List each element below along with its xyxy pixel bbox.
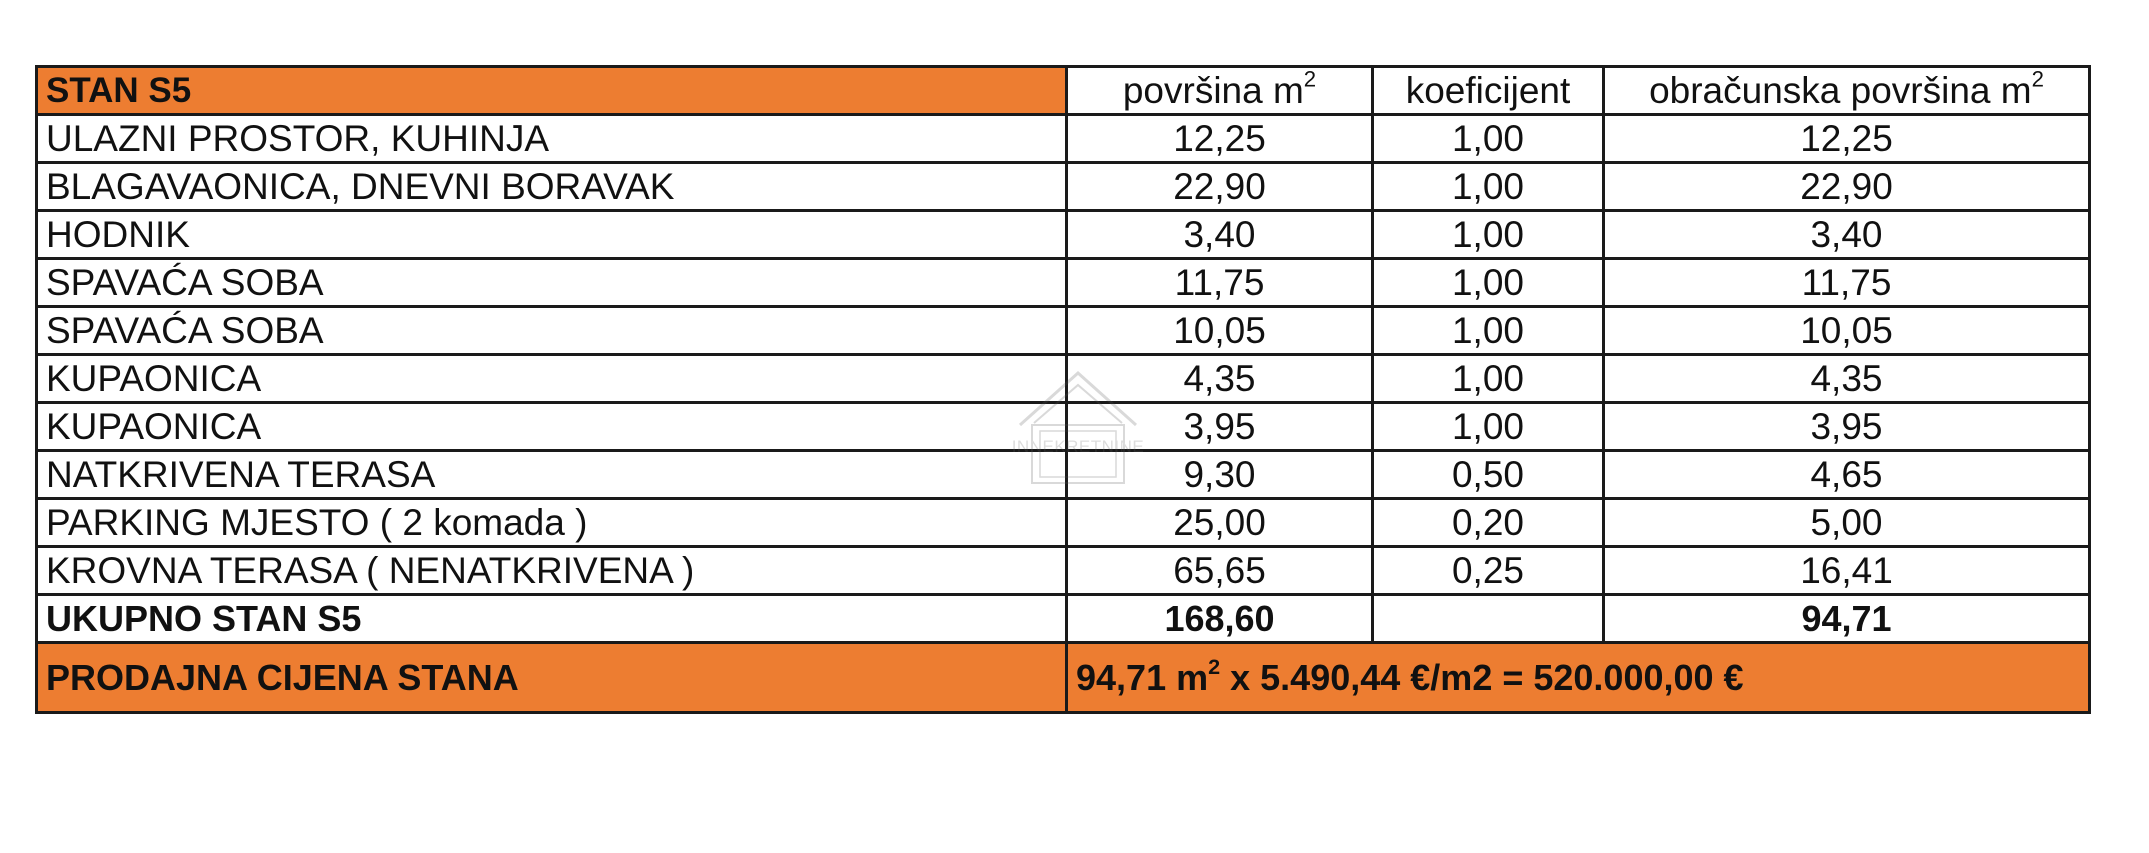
room-calculated-area: 10,05	[1604, 307, 2090, 355]
room-name: PARKING MJESTO ( 2 komada )	[37, 499, 1067, 547]
room-area: 3,95	[1067, 403, 1373, 451]
room-name: ULAZNI PROSTOR, KUHINJA	[37, 115, 1067, 163]
room-coefficient: 1,00	[1373, 403, 1604, 451]
total-coefficient-empty	[1373, 595, 1604, 643]
room-calculated-area: 11,75	[1604, 259, 2090, 307]
room-area: 11,75	[1067, 259, 1373, 307]
watermark-text: INNEKRETNINE	[1011, 437, 1145, 456]
room-name: KUPAONICA	[37, 403, 1067, 451]
room-calculated-area: 5,00	[1604, 499, 2090, 547]
room-calculated-area: 16,41	[1604, 547, 2090, 595]
room-name: NATKRIVENA TERASA	[37, 451, 1067, 499]
room-name: SPAVAĆA SOBA	[37, 259, 1067, 307]
room-coefficient: 0,20	[1373, 499, 1604, 547]
room-coefficient: 1,00	[1373, 163, 1604, 211]
room-name: SPAVAĆA SOBA	[37, 307, 1067, 355]
room-calculated-area: 4,65	[1604, 451, 2090, 499]
room-area: 4,35	[1067, 355, 1373, 403]
room-area: 22,90	[1067, 163, 1373, 211]
room-area: 65,65	[1067, 547, 1373, 595]
table-row	[37, 307, 2090, 355]
room-calculated-area: 12,25	[1604, 115, 2090, 163]
room-coefficient: 0,25	[1373, 547, 1604, 595]
room-area: 25,00	[1067, 499, 1373, 547]
room-name: KUPAONICA	[37, 355, 1067, 403]
room-name: KROVNA TERASA ( NENATKRIVENA )	[37, 547, 1067, 595]
column-header-coefficient: koeficijent	[1373, 67, 1604, 115]
header-row	[37, 67, 2090, 115]
total-area: 168,60	[1067, 595, 1373, 643]
room-calculated-area: 3,95	[1604, 403, 2090, 451]
room-coefficient: 1,00	[1373, 307, 1604, 355]
room-coefficient: 1,00	[1373, 115, 1604, 163]
room-coefficient: 1,00	[1373, 211, 1604, 259]
room-coefficient: 1,00	[1373, 259, 1604, 307]
table-row	[37, 259, 2090, 307]
table-row	[37, 451, 2090, 499]
room-calculated-area: 4,35	[1604, 355, 2090, 403]
room-name: HODNIK	[37, 211, 1067, 259]
room-area: 10,05	[1067, 307, 1373, 355]
table-row	[37, 499, 2090, 547]
apartment-area-table	[35, 65, 2091, 714]
total-label: UKUPNO STAN S5	[37, 595, 1067, 643]
price-label: PRODAJNA CIJENA STANA	[37, 643, 1067, 713]
table-row	[37, 355, 2090, 403]
price-row	[37, 643, 2090, 713]
room-calculated-area: 3,40	[1604, 211, 2090, 259]
apartment-title: STAN S5	[37, 67, 1067, 115]
room-name: BLAGAVAONICA, DNEVNI BORAVAK	[37, 163, 1067, 211]
table-row	[37, 211, 2090, 259]
table-row	[37, 163, 2090, 211]
room-coefficient: 1,00	[1373, 355, 1604, 403]
total-calculated-area: 94,71	[1604, 595, 2090, 643]
price-formula: 94,71 $m^2$ x 5.490,44 €/m2 = 520.000,00 €	[1067, 643, 2090, 713]
table-row	[37, 115, 2090, 163]
room-calculated-area: 22,90	[1604, 163, 2090, 211]
table-row	[37, 547, 2090, 595]
room-area: 12,25	[1067, 115, 1373, 163]
room-coefficient: 0,50	[1373, 451, 1604, 499]
room-area: 3,40	[1067, 211, 1373, 259]
room-area: 9,30	[1067, 451, 1373, 499]
column-header-area: površina $m^2$	[1067, 67, 1373, 115]
table-row	[37, 403, 2090, 451]
column-header-calculated-area: obračunska površina $m^2$	[1604, 67, 2090, 115]
total-row	[37, 595, 2090, 643]
